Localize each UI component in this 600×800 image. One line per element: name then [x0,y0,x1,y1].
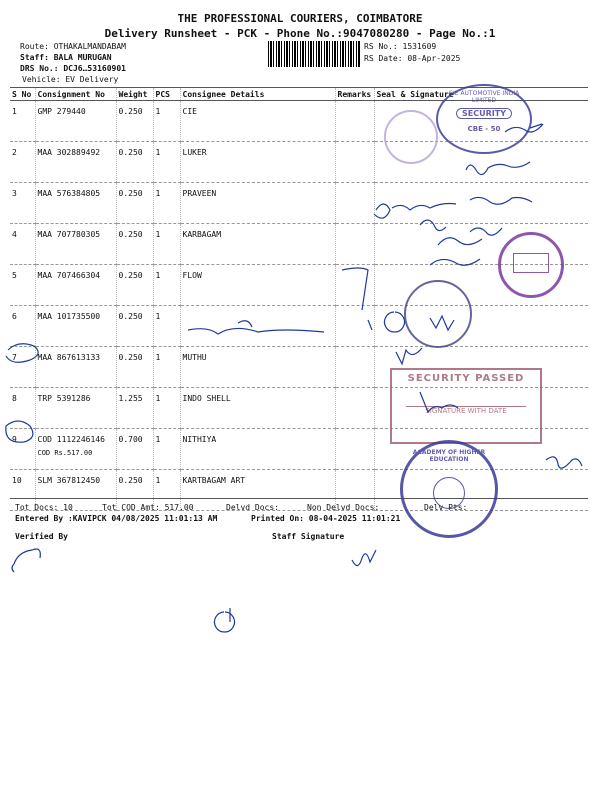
cie-ring-text: CIE AUTOMOTIVE INDIA LIMITED [448,90,520,104]
row-consignment: MAA 707780305 [35,224,116,265]
signature-row3 [466,162,530,175]
staff-signature-label: Staff Signature [272,532,345,541]
row-consignment: MAA 707466304 [35,265,116,306]
row-consignee: PRAVEEN [180,183,335,224]
scribble-row9 [546,457,582,468]
row-sno: 9 [10,429,35,470]
row-consignee: KARBAGAM [180,224,335,265]
company-title: THE PROFESSIONAL COURIERS, COIMBATORE [177,12,423,25]
col-header-seal: Seal & Signature [374,88,588,101]
signature-with-date-label: SIGNATURE WITH DATE [406,406,526,415]
row-weight: 0.250 [116,265,153,306]
row-weight: 0.250 [116,470,153,511]
row-pcs: 1 [153,470,180,511]
row-weight: 0.250 [116,101,153,142]
academy-label: ACADEMY OF HIGHER EDUCATION [412,449,486,463]
row-consignment: SLM 367812450 [35,470,116,511]
entered-by: Entered By :KAVIPCK 04/08/2025 11:01:13 AM [15,514,218,523]
vehicle-label: Vehicle: EV Delivery [22,75,119,84]
col-header-sno: S No [10,88,35,101]
circle-row6 [385,312,405,332]
row-sno: 2 [10,142,35,183]
route-label: Route: OTHAKALMANDABAM [20,42,126,51]
col-header-remarks: Remarks [335,88,374,101]
row-consignee: KARTBAGAM ART [180,470,335,511]
row-weight: 0.250 [116,306,153,347]
drs-label: DRS No.: DCJ6…53160901 [20,64,126,73]
row-weight: 1.255 [116,388,153,429]
circle-mark-bottom [215,608,235,632]
scribble-row6b [188,321,324,334]
row-sno: 10 [10,470,35,511]
row-pcs: 1 [153,101,180,142]
cbe-label: CBE - 50 [467,125,501,133]
rs-no-label: RS No.: 1531609 [364,42,437,51]
security-label: SECURITY [456,108,512,119]
row-pcs: 1 [153,306,180,347]
row-consignment: MAA 302889492 [35,142,116,183]
verified-by-label: Verified By [15,532,68,541]
row-pcs: 1 [153,142,180,183]
signature-row4b [420,220,502,245]
tot-docs: Tot Docs: 10 [15,503,73,512]
signature-row4a [374,197,532,218]
row-consignee: INDO SHELL [180,388,335,429]
row-weight: 0.250 [116,183,153,224]
staff-label: Staff: BALA MURUGAN [20,53,112,62]
row-sno: 3 [10,183,35,224]
staff-signature-mark [352,550,376,566]
row-pcs: 1 [153,388,180,429]
row-sno: 6 [10,306,35,347]
row-sno: 7 [10,347,35,388]
row-consignee: FLOW [180,265,335,306]
row-consignment-number: COD 1112246146 [37,435,105,444]
col-header-weight: Weight [116,88,153,101]
verified-signature [12,549,40,572]
security-passed-label: SECURITY PASSED [407,373,525,384]
circle-sno9 [6,421,33,442]
printed-on: Printed On: 08-04-2025 11:01:21 [251,514,401,523]
delivered-pts: Delv Pts: [424,503,468,512]
row-consignment: TRP 5391286 [35,388,116,429]
col-header-consignment: Consignment No [35,88,116,101]
col-header-consignee: Consignee Details [180,88,335,101]
row-pcs: 1 [153,429,180,470]
tot-cod-amount: Tot COD Amt: 517.00 [102,503,194,512]
circle-sno7 [6,344,38,363]
col-header-pcs: PCS [153,88,180,101]
row-consignment: MAA 867613133 [35,347,116,388]
row-sno: 1 [10,101,35,142]
row-consignment: MAA 576384805 [35,183,116,224]
row-weight: 0.700 [116,429,153,470]
runsheet-subtitle: Delivery Runsheet - PCK - Phone No.:9047080280 - Page No.:1 [104,27,496,40]
signature-row1 [505,124,543,132]
row-consignee: CIE [180,101,335,142]
row-pcs: 1 [153,183,180,224]
row-sno: 4 [10,224,35,265]
scribble-row7 [396,348,422,364]
scribble-row6c [430,316,454,330]
row-consignment: GMP 279440 [35,101,116,142]
row-weight: 0.250 [116,347,153,388]
row-sno: 5 [10,265,35,306]
delivered-docs: Delvd Docs: [226,503,279,512]
row-consignee: MUTHU [180,347,335,388]
row-pcs: 1 [153,265,180,306]
row-weight: 0.250 [116,224,153,265]
cod-amount: COD Rs.517.00 [37,449,93,457]
row-consignee: NITHIYA [180,429,335,470]
signature-row8 [420,392,458,412]
row-consignee: LUKER [180,142,335,183]
scribble-row6a [342,268,372,330]
row-weight: 0.250 [116,142,153,183]
row-sno: 8 [10,388,35,429]
rs-date-label: RS Date: 08-Apr-2025 [364,54,461,63]
row-pcs: 1 [153,224,180,265]
row-consignment: MAA 101735500 [35,306,116,347]
non-delivered-docs: Non Delvd Docs: [307,503,380,512]
signature-row4c [430,259,480,265]
row-pcs: 1 [153,347,180,388]
